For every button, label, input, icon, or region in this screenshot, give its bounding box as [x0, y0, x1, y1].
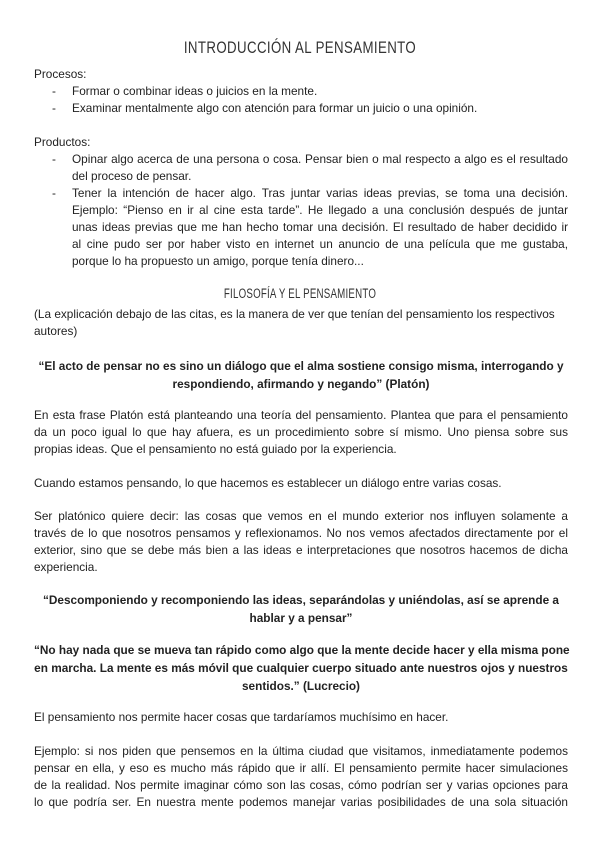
page-title: INTRODUCCIÓN AL PENSAMIENTO	[183, 38, 417, 57]
procesos-heading: Procesos:	[34, 67, 87, 81]
productos-item-2-line-1: Tener la intención de hacer algo. Tras juntar varias ideas previas, se toma una decisión.	[72, 186, 568, 200]
procesos-item-1: Formar o combinar ideas o juicios en la mente.	[72, 84, 318, 98]
para-platonico-line-4: experiencia.	[34, 560, 98, 574]
para-platon-line-3: propias ideas. Que el pensamiento no está guiado por la experiencia.	[34, 442, 397, 456]
quote-lucrecio-line-2: en marcha. La mente es más móvil que cualquier cuerpo situado ante nuestros ojos y nuestros	[34, 661, 568, 675]
para-platonico-line-3: exterior, sino que se debe más bien a las ideas e interpretaciones que nosotros hacemos de dicha	[34, 543, 568, 557]
quote-ideas-line-1: “Descomponiendo y recomponiendo las ideas, separándolas y uniéndolas, así se aprende a	[43, 593, 559, 607]
para-platonico-line-1: Ser platónico quiere decir: las cosas que vemos en el mundo exterior nos influyen solamente a	[34, 509, 568, 523]
note-line-1: (La explicación debajo de las citas, es la manera de ver que tenían del pensamiento los respectivos	[34, 307, 555, 321]
para-platon-line-2: da un poco igual lo que hay afuera, es un procedimiento sobre sí mismo. Uno piensa sobre sus	[34, 425, 568, 439]
productos-item-2-line-4: al cine pudo ser por haber visto en internet un anuncio de una película que me gustaba,	[72, 237, 568, 251]
note-line-2: autores)	[34, 324, 78, 338]
bullet-dash: -	[52, 84, 56, 98]
para-ejemplo-line-1: Ejemplo: si nos piden que pensemos en la última ciudad que visitamos, inmediatamente podemos	[34, 744, 568, 758]
quote-platon-line-1: “El acto de pensar no es sino un diálogo que el alma sostiene consigo misma, interrogando y	[38, 359, 564, 373]
section-subtitle: FILOSOFÍA Y EL PENSAMIENTO	[223, 286, 377, 301]
para-ejemplo-line-4: lo que podría ser. En nuestra mente podemos manejar varias posibilidades de una sola situación	[34, 795, 568, 809]
para-dialogo: Cuando estamos pensando, lo que hacemos es establecer un diálogo entre varias cosas.	[34, 476, 502, 490]
productos-heading: Productos:	[34, 135, 91, 149]
productos-item-2-line-5: porque lo ha propuesto un amigo, porque tenía dinero...	[72, 254, 364, 268]
bullet-dash: -	[52, 101, 56, 115]
productos-item-1-line-2: del proceso de pensar.	[72, 169, 192, 183]
bullet-dash: -	[52, 186, 56, 200]
procesos-item-2: Examinar mentalmente algo con atención para formar un juicio o una opinión.	[72, 101, 478, 115]
para-ejemplo-line-2: pensar en ella, y eso es mucho más rápido que ir allí. El pensamiento permite hacer simulaciones	[34, 761, 568, 775]
para-rapidez: El pensamiento nos permite hacer cosas que tardaríamos muchísimo en hacer.	[34, 710, 449, 724]
para-ejemplo-line-3: de la realidad. Nos permite imaginar cómo son las cosas, cómo podrían ser y varias opciones para	[34, 778, 568, 792]
quote-ideas-line-2: hablar y a pensar”	[249, 611, 353, 625]
quote-lucrecio-line-1: “No hay nada que se mueva tan rápido como algo que la mente decide hacer y ella misma pone	[34, 643, 570, 657]
productos-item-2-line-3: unas ideas previas que me han hecho tomar una decisión. El resultado de haber decidido ir	[72, 220, 568, 234]
para-platon-line-1: En esta frase Platón está planteando una teoría del pensamiento. Plantea que para el pensamiento	[34, 408, 568, 422]
productos-item-1-line-1: Opinar algo acerca de una persona o cosa. Pensar bien o mal respecto a algo es el resultado	[72, 152, 568, 166]
quote-platon-line-2: respondiendo, afirmando y negando” (Platón)	[172, 377, 430, 391]
para-platonico-line-2: través de lo que nosotros pensamos y reflexionamos. No nos vemos afectados directamente por el	[34, 526, 568, 540]
quote-lucrecio-line-3: sentidos.” (Lucrecio)	[242, 679, 360, 693]
productos-item-2-line-2: Ejemplo: “Pienso en ir al cine esta tarde”. He llegado a una conclusión después de juntar	[72, 203, 568, 217]
bullet-dash: -	[52, 152, 56, 166]
